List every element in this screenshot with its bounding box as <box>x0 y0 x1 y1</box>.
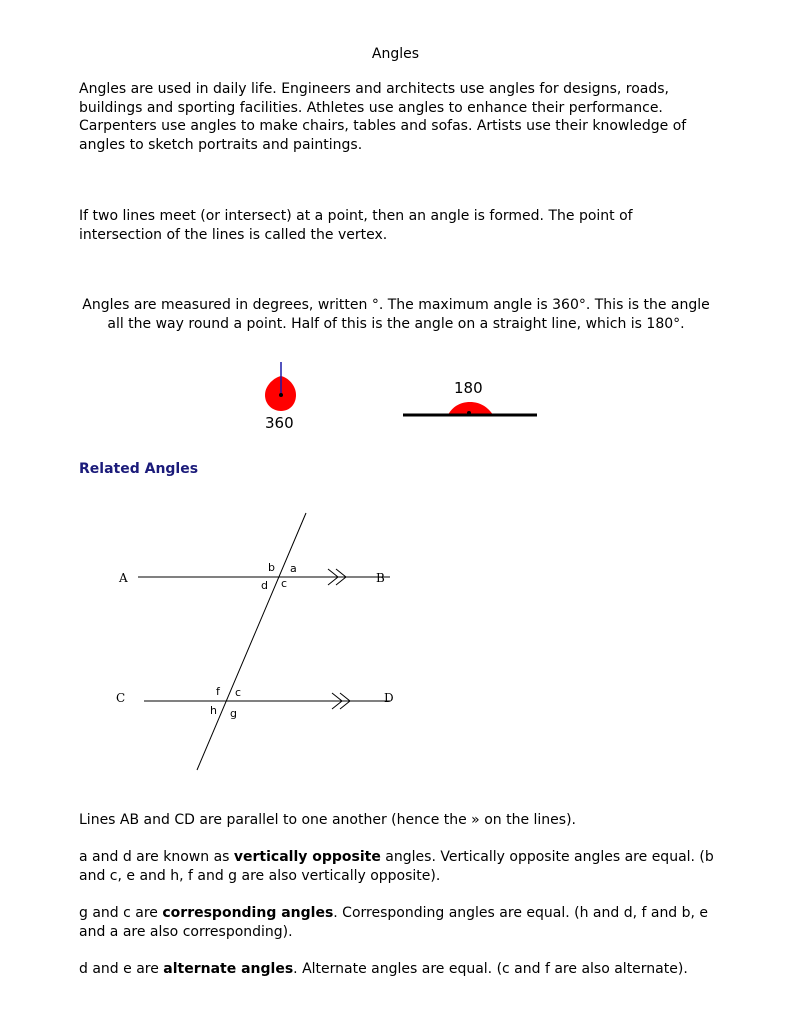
point-a-label: A <box>119 571 128 585</box>
full-turn-label: 360 <box>265 414 294 432</box>
vertically-opposite-term: vertically opposite <box>233 849 381 865</box>
corresponding-post: . Corresponding angles are equal. (h and d, f and b, e and a are also corresponding). <box>79 905 709 940</box>
angle-label-d-top: d <box>261 579 268 592</box>
point-b-label: B <box>376 571 385 585</box>
angle-label-c-bottom: c <box>235 686 242 699</box>
parallel-paragraph: Lines AB and CD are parallel to one another (hence the » on the lines). <box>79 812 576 828</box>
related-angles-heading: Related Angles <box>79 461 199 477</box>
corresponding-pre: g and c are <box>79 905 163 921</box>
full-turn-figure <box>255 358 315 433</box>
alternate-term: alternate angles <box>163 961 294 977</box>
corresponding-paragraph <box>79 904 719 941</box>
angle-label-f-bottom: f <box>216 685 220 698</box>
degrees-paragraph: Angles are measured in degrees, written °. The maximum angle is 360°. This is the angle all the way round a point. Half of this is the angle on a straight line, which is 180°. <box>82 297 710 332</box>
transversal <box>197 513 306 770</box>
angle-label-a-top: a <box>290 562 297 575</box>
vertically-opposite-post: angles. Vertically opposite angles are equal. (b and c, e and h, f and g are also vertically opposite). <box>79 849 714 884</box>
angle-label-h-bottom: h <box>210 704 217 717</box>
point-d-label: D <box>384 691 394 705</box>
straight-angle-label: 180 <box>454 379 483 397</box>
straight-angle-figure <box>400 375 545 425</box>
parallel-lines-diagram <box>100 505 420 780</box>
angle-label-g-bottom: g <box>230 707 237 720</box>
full-turn-vertex <box>279 393 283 397</box>
page-title: Angles <box>371 46 420 62</box>
alternate-paragraph <box>79 960 719 979</box>
vertically-opposite-paragraph <box>79 848 719 885</box>
angle-label-c-top: c <box>281 577 288 590</box>
alternate-post: . Alternate angles are equal. (c and f are also alternate). <box>293 961 688 977</box>
vertex-paragraph: If two lines meet (or intersect) at a point, then an angle is formed. The point of intersection of the lines is called the vertex. <box>79 208 633 243</box>
intro-paragraph: Angles are used in daily life. Engineers and architects use angles for designs, roads, buildings and sporting facilities. Athletes use angles to enhance their performance. Carpenters use angles to make chairs, tables and sofas. Artists use their knowledge of angles to sketch portraits and paintings. <box>79 81 687 153</box>
corresponding-term: corresponding angles <box>162 905 334 921</box>
vertically-opposite-pre: a and d are known as <box>79 849 234 865</box>
point-c-label: C <box>116 691 126 705</box>
angle-label-b-top: b <box>268 561 275 574</box>
alternate-pre: d and e are <box>79 961 164 977</box>
straight-angle-vertex <box>467 411 471 415</box>
